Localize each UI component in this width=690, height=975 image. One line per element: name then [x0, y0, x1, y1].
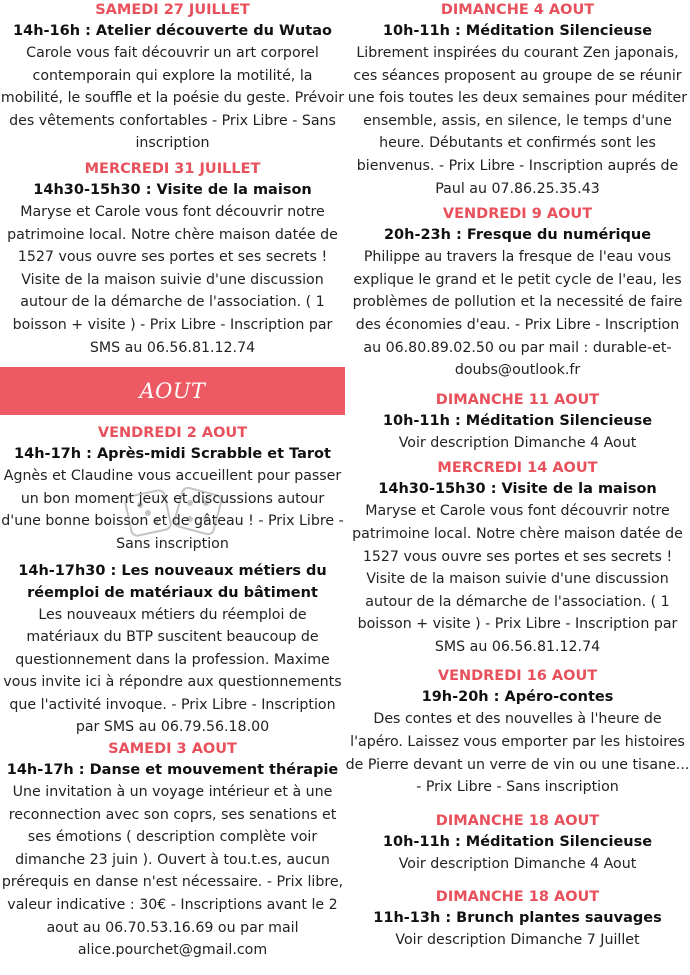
event-title: 14h30-15h30 : Visite de la maison [378, 481, 657, 498]
event-day: DIMANCHE 18 AOUT [435, 889, 600, 906]
event-vendredi-16-aout [345, 666, 690, 798]
right-column [345, 0, 690, 952]
event-title: 20h-23h : Fresque du numérique [383, 227, 652, 244]
event-day: SAMEDI 3 AOUT [108, 741, 237, 758]
month-banner: AOUT [0, 367, 345, 415]
event-samedi-27-juillet [0, 0, 345, 155]
event-day: VENDREDI 16 AOUT [437, 668, 598, 685]
event-mercredi-31-juillet [0, 159, 345, 359]
event-description: Voir description Dimanche 4 Aout [398, 434, 637, 451]
event-description: Maryse et Carole vous font découvrir notre patrimoine local. Notre chère maison datée de 1527 vous ouvre ses portes et ses secrets ! Visite de la maison suivie d'une discussion autour de la démarche de l'association. ( 1 boisson + visite ) - Prix Libre - Inscription par SMS au 06.56.81.12.74 [7, 203, 338, 356]
event-samedi-3-aout [0, 739, 345, 962]
event-description: Une invitation à un voyage intérieur et à une reconnection avec son coprs, ses senations et ses émotions ( description complète voir dimanche 23 juin ). Ouvert à tou.t.es, aucun prérequis en danse n'est nécessaire. - Prix libre, valeur indicative : 30€ - Inscriptions avant le 2 aout au 06.70.53.16.69 ou par mail alice.pourchet@gmail.com [1, 784, 344, 959]
event-title: 14h-17h : Après-midi Scrabble et Tarot [14, 446, 331, 463]
event-title: 10h-11h : Méditation Silencieuse [382, 412, 653, 429]
event-day: VENDREDI 9 AOUT [442, 206, 593, 223]
event-description: Librement inspirées du courant Zen japonais, ces séances proposent au groupe de se réunir une fois toutes les deux semaines pour méditer ensemble, assis, en silence, le temps d'une heure. Débutants et confirmés sont les bienvenus. - Prix Libre - Inscription auprés de Paul au 07.86.25.35.43 [347, 45, 688, 197]
event-description: Carole vous fait découvrir un art corporel contemporain qui explore la motilité, la mobilité, le souffle et la poésie du geste. Prévoir des vêtements confortables - Prix Libre - Sans inscription [0, 45, 345, 152]
event-description: Voir description Dimanche 7 Juillet [395, 932, 640, 949]
event-title: 14h-17h30 : Les nouveaux métiers du réemploi de matériaux du bâtiment [18, 562, 327, 601]
event-title: 14h-17h : Danse et mouvement thérapie [6, 762, 339, 779]
event-description: Maryse et Carole vous font découvrir notre patrimoine local. Notre chère maison datée de 1527 vous ouvre ses portes et ses secrets ! Visite de la maison suivie d'une discussion autour de la démarche de l'association. ( 1 boisson + visite ) - Prix Libre - Inscription par SMS au 06.56.81.12.74 [352, 503, 683, 655]
event-day: MERCREDI 14 AOUT [437, 460, 598, 477]
event-title: 14h-16h : Atelier découverte du Wutao [13, 23, 332, 39]
event-title: 19h-20h : Apéro-contes [421, 689, 614, 706]
event-description: Agnès et Claudine vous accueillent pour passer un bon moment jeux et discussions autour d'une bonne boisson et de gâteau ! - Prix Libre - Sans inscription [1, 468, 344, 552]
event-title: 10h-11h : Méditation Silencieuse [382, 23, 653, 39]
event-day: SAMEDI 27 JUILLET [95, 2, 250, 18]
left-column [0, 0, 345, 962]
event-day: VENDREDI 2 AOUT [97, 425, 248, 442]
event-dimanche-18-aout-brunch [345, 887, 690, 952]
event-day: MERCREDI 31 JUILLET [84, 160, 261, 177]
event-description: Philippe au travers la fresque de l'eau vous explique le grand et le petit cycle de l'eau, les problèmes de pollution et la necessité de faire des économies d'eau. - Prix Libre - Inscription au 06.80.89.02.50 ou par mail : durable-et-doubs@outlook.fr [352, 249, 683, 379]
event-description: Des contes et des nouvelles à l'heure de l'apéro. Laissez vous emporter par les histoires de Pierre devant un verre de vin ou une tisane... - Prix Libre - Sans inscription [345, 711, 690, 796]
event-dimanche-18-aout-meditation [345, 811, 690, 876]
dice-icon [120, 485, 230, 545]
event-title: 11h-13h : Brunch plantes sauvages [373, 910, 662, 927]
event-day: DIMANCHE 4 AOUT [440, 2, 595, 18]
event-mercredi-14-aout [345, 458, 690, 658]
event-title: 14h30-15h30 : Visite de la maison [33, 181, 312, 198]
event-dimanche-4-aout [345, 0, 690, 200]
event-day: DIMANCHE 18 AOUT [435, 812, 600, 829]
event-description: Voir description Dimanche 4 Aout [398, 855, 637, 872]
event-description: Les nouveaux métiers du réemploi de matériaux du BTP suscitent beaucoup de questionnement dans la profession. Maxime vous invite ici à répondre aux questionnements que l'activité invoque. - Prix Libre - Inscription par SMS au 06.79.56.18.00 [3, 606, 342, 736]
event-title: 10h-11h : Méditation Silencieuse [382, 833, 653, 850]
event-reemploi-materiaux [0, 560, 345, 740]
event-vendredi-9-aout [345, 204, 690, 382]
event-day: DIMANCHE 11 AOUT [435, 391, 600, 408]
event-dimanche-11-aout [345, 390, 690, 455]
